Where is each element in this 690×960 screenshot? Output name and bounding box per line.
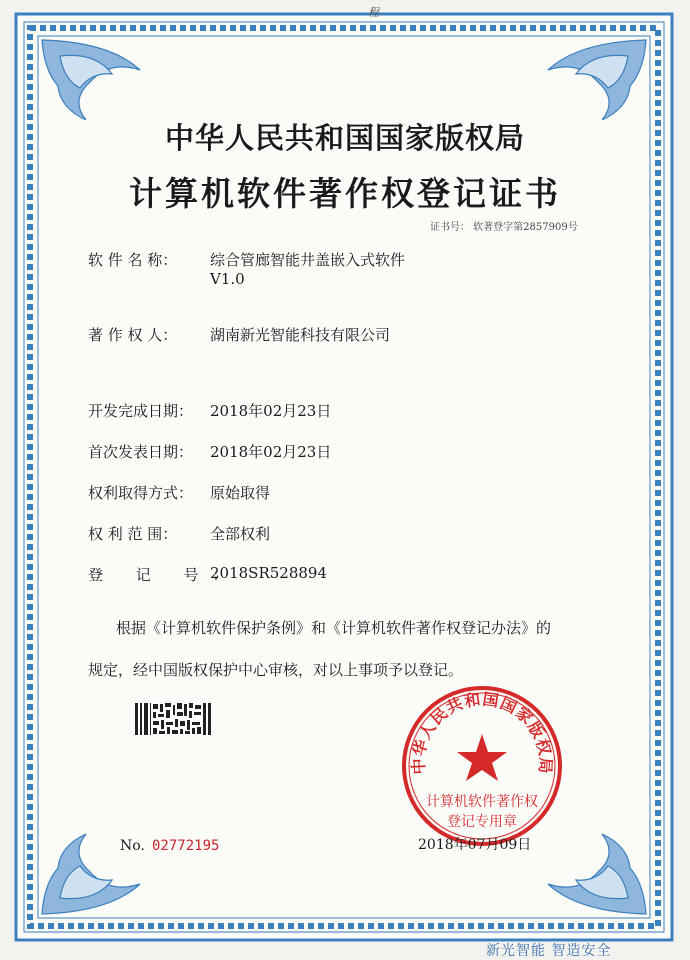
serial-number: 02772195 — [152, 838, 220, 854]
value-publication-date: 2018年02月23日 — [210, 443, 332, 461]
watermark-slogan: 新光智能 智造安全 — [486, 943, 612, 959]
certificate-number: 证书号： 软著登字第2857909号 — [430, 222, 578, 233]
value-copyright-owner: 湖南新光智能科技有限公司 — [210, 326, 391, 344]
serial-label: No. — [120, 838, 145, 854]
value-rights-scope: 全部权利 — [210, 525, 271, 543]
value-software-name: 综合管廊智能井盖嵌入式软件 — [210, 251, 406, 269]
statement-line-2: 规定，经中国版权保护中心审核，对以上事项予以登记。 — [88, 661, 464, 679]
issuing-authority: 中华人民共和国国家版权局 — [164, 121, 525, 155]
label-acquisition-method: 权利取得方式： — [88, 484, 194, 502]
barcode-icon — [134, 702, 212, 736]
label-development-date: 开发完成日期： — [88, 402, 194, 420]
seal-ring-text: 中华人民共和国国家版权局 — [408, 689, 556, 775]
label-rights-scope: 权 利 范 围： — [88, 525, 178, 543]
handwritten-note: 程 — [368, 6, 379, 19]
issue-date: 2018年07月09日 — [418, 837, 532, 853]
value-registration-number: 2018SR528894 — [210, 564, 328, 582]
statement-line-1: 根据《计算机软件保护条例》和《计算机软件著作权登记办法》的 — [116, 619, 552, 637]
certificate-title: 计算机软件著作权登记证书 — [129, 174, 561, 213]
value-development-date: 2018年02月23日 — [210, 402, 332, 420]
label-copyright-owner: 著 作 权 人： — [88, 326, 178, 344]
official-seal — [398, 682, 566, 850]
label-publication-date: 首次发表日期： — [88, 443, 194, 461]
label-registration-number: 登 记 号： — [88, 566, 242, 584]
value-software-version: V1.0 — [210, 270, 245, 288]
seal-line-1: 计算机软件著作权 — [426, 794, 538, 810]
seal-star-icon — [457, 734, 507, 781]
value-acquisition-method: 原始取得 — [210, 484, 271, 502]
label-software-name: 软 件 名 称： — [88, 251, 178, 269]
seal-line-2: 登记专用章 — [447, 814, 517, 830]
